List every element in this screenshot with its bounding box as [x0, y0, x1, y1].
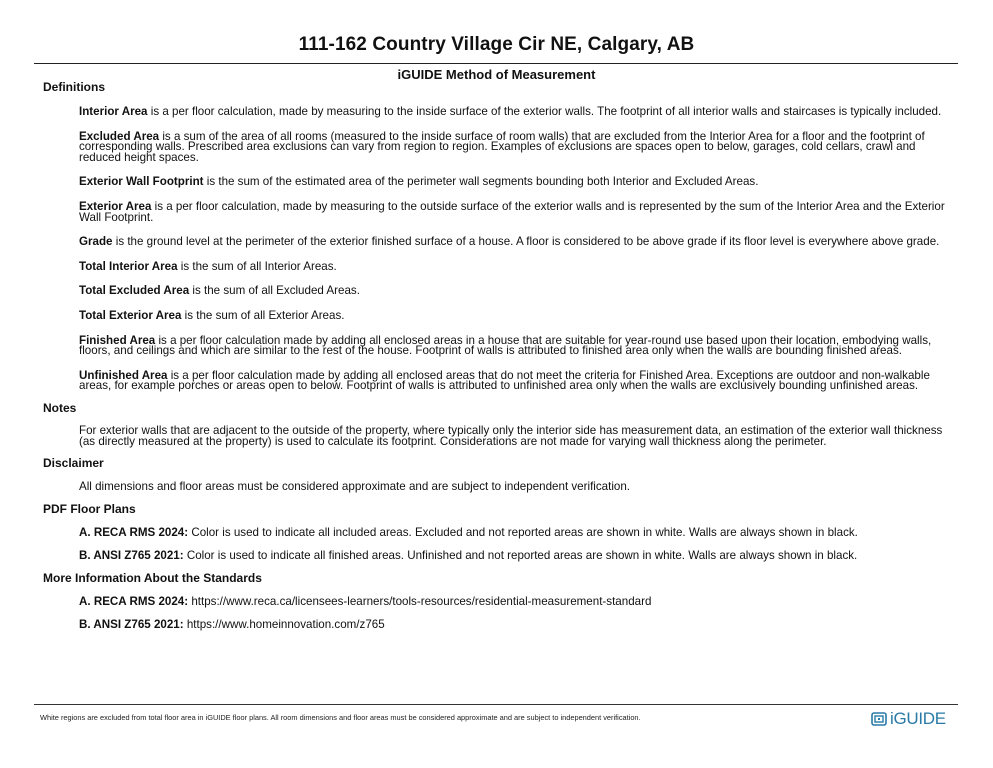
definition-exterior-area: [79, 199, 953, 224]
notes-text: For exterior walls that are adjacent to the outside of the property, where typically only the interior side has measurement data, an estimation of the exterior wall thickness (as directly measured at the property) is used to calculate its footprint. Considerations are not made for varying wall thickness along the perimeter.: [79, 423, 943, 448]
definition-finished-area: [79, 333, 953, 358]
pdf-floor-plans-heading: PDF Floor Plans: [43, 501, 136, 516]
definition-term: Grade: [79, 235, 113, 249]
page-subtitle: iGUIDE Method of Measurement: [397, 67, 596, 82]
definition-excluded-area: [79, 129, 953, 164]
definition-text: is the sum of the estimated area of the perimeter wall segments bounding both Interior and Excluded Areas.: [203, 175, 759, 189]
definition-unfinished-area: [79, 368, 953, 393]
header-divider: [34, 63, 958, 64]
standard-link[interactable]: https://www.reca.ca/licensees-learners/tools-resources/residential-measurement-standard: [188, 594, 652, 608]
more-info-heading: More Information About the Standards: [43, 570, 262, 585]
disclaimer-heading: Disclaimer: [43, 456, 104, 471]
definition-text: is a per floor calculation, made by measuring to the inside surface of the exterior walls. The footprint of all interior walls and staircases is typically included.: [147, 105, 942, 118]
definition-total-exterior-area: [79, 308, 953, 322]
iguide-logo-icon: [871, 711, 887, 727]
footer-note: White regions are excluded from total floor area in iGUIDE floor plans. All room dimensions and floor areas must be considered approximate and are subject to independent verification.: [40, 713, 641, 722]
page-title: 111-162 Country Village Cir NE, Calgary, AB: [298, 34, 695, 55]
definition-term: Exterior Wall Footprint: [79, 175, 204, 189]
pdf-floor-plans-item-a: [79, 525, 953, 539]
definition-interior-area: [79, 107, 953, 118]
definition-text: is the ground level at the perimeter of the exterior finished surface of a house. A floor is considered to be above grade if its floor level is everywhere above grade.: [112, 235, 940, 249]
definition-total-excluded-area: [79, 286, 953, 297]
iguide-logo: [871, 708, 953, 730]
more-info-item-a: [79, 594, 953, 608]
disclaimer-text: All dimensions and floor areas must be considered approximate and are subject to independent verification.: [79, 480, 631, 494]
standard-text: Color is used to indicate all included areas. Excluded and not reported areas are shown in white. Walls are always shown in black.: [188, 525, 858, 539]
standard-label: B. ANSI Z765 2021:: [79, 618, 184, 632]
definition-total-interior-area: [79, 259, 953, 273]
definition-exterior-wall-footprint: [79, 177, 953, 188]
definition-grade: [79, 237, 953, 248]
standard-label: B. ANSI Z765 2021:: [79, 549, 184, 563]
notes-heading: Notes: [43, 400, 77, 415]
document-body: [43, 80, 953, 631]
definition-term: Total Exterior Area: [79, 308, 182, 322]
definition-text: is a per floor calculation made by adding all enclosed areas in a house that are suitable for year-round use based upon their location, embodying walls, floors, and ceilings and which are similar to the rest of the house. Footprint of walls is attributed to finished area only when the walls are bounding finished areas.: [79, 333, 932, 358]
more-info-item-b: [79, 620, 953, 631]
definition-term: Finished Area: [79, 333, 156, 347]
definition-text: is the sum of all Exterior Areas.: [181, 308, 345, 322]
pdf-floor-plans-item-b: [79, 551, 953, 562]
standard-label: A. RECA RMS 2024:: [79, 525, 189, 539]
definition-term: Unfinished Area: [79, 368, 168, 382]
definition-text: is the sum of all Interior Areas.: [177, 259, 337, 273]
definition-text: is a sum of the area of all rooms (measured to the inside surface of room walls) that are excluded from the Interior Area for a floor and the footprint of corresponding walls. Prescribed area exclusions can vary from region to region. Examples of exclusions are spaces open to below, garages, cold cellars, crawl and reduced height spaces.: [79, 129, 925, 164]
definition-term: Exterior Area: [79, 199, 152, 213]
definition-term: Excluded Area: [79, 129, 160, 143]
logo-text: iGUIDE: [890, 709, 946, 728]
standard-label: A. RECA RMS 2024:: [79, 594, 189, 608]
definition-text: is a per floor calculation, made by measuring to the outside surface of the exterior walls and is represented by the sum of the Interior Area and the Exterior Wall Footprint.: [79, 199, 945, 224]
definition-text: is a per floor calculation made by adding all enclosed areas that do not meet the criteria for Finished Area. Exceptions are outdoor and non-walkable areas, for example porches or areas open to below. Footprint of walls is attributed to unfinished area only when the walls are exclusively bounding unfinished areas.: [79, 368, 930, 393]
definitions-heading: Definitions: [43, 80, 105, 94]
definition-term: Total Interior Area: [79, 259, 178, 273]
standard-text: Color is used to indicate all finished areas. Unfinished and not reported areas are shown in white. Walls are always shown in black.: [183, 549, 858, 563]
definition-term: Total Excluded Area: [79, 284, 190, 298]
footer-divider: [34, 704, 958, 705]
definition-text: is the sum of all Excluded Areas.: [189, 284, 360, 298]
standard-link[interactable]: https://www.homeinnovation.com/z765: [183, 618, 385, 632]
definition-term: Interior Area: [79, 105, 148, 118]
